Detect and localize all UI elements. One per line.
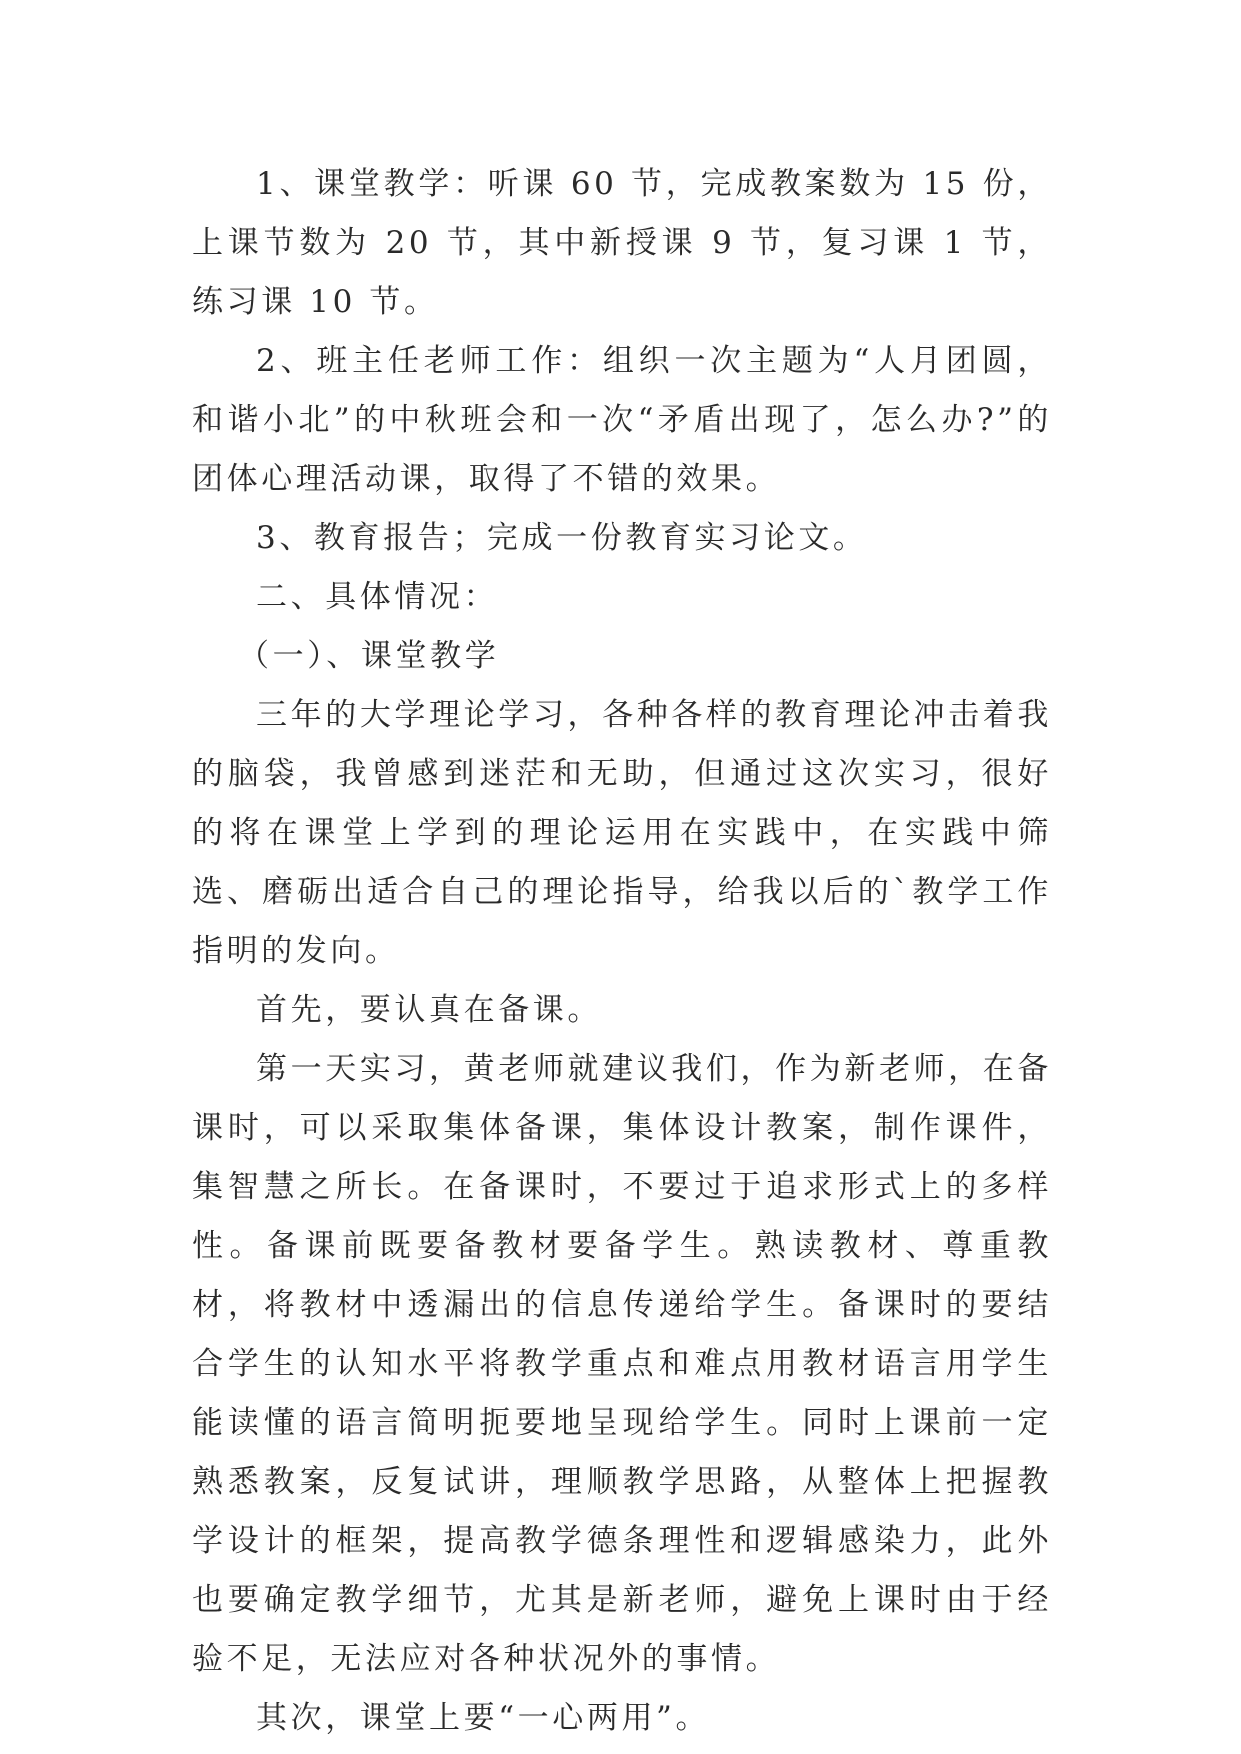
paragraph-classroom-teaching-summary: 1、课堂教学：听课 60 节，完成教案数为 15 份，上课节数为 20 节，其中新授课 9 节，复习课 1 节，练习课 10 节。 — [192, 166, 1052, 320]
subsection-heading-classroom-teaching: （一）、课堂教学 — [238, 638, 500, 674]
paragraph-education-report: 3、教育报告；完成一份教育实习论文。 — [256, 520, 868, 556]
section-heading-details: 二、具体情况： — [256, 579, 499, 615]
paragraph-lesson-preparation-advice: 第一天实习，黄老师就建议我们，作为新老师，在备课时，可以采取集体备课，集体设计教案，制作课件，集智慧之所长。在备课时，不要过于追求形式上的多样性。备课前既要备教材要备学生。熟读教材、尊重教材，将教材中透漏出的信息传递给学生。备课时的要结合学生的认知水平将教学重点和难点用教材语言用学生能读懂的语言简明扼要地呈现给学生。同时上课前一定熟悉教案，反复试讲，理顺教学思路，从整体上把握教学设计的框架，提高教学德条理性和逻辑感染力，此外也要确定教学细节，尤其是新老师，避免上课时由于经验不足，无法应对各种状况外的事情。 — [192, 1051, 1052, 1677]
paragraph-theory-practice: 三年的大学理论学习，各种各样的教育理论冲击着我的脑袋，我曾感到迷茫和无助，但通过这次实习，很好的将在课堂上学到的理论运用在实践中，在实践中筛选、磨砺出适合自己的理论指导，给我以后的`教学工作指明的发向。 — [192, 697, 1052, 969]
paragraph-first-prepare-lessons: 首先，要认真在备课。 — [256, 992, 602, 1028]
document-body — [192, 155, 1052, 1748]
paragraph-second-point: 其次，课堂上要“一心两用”。 — [256, 1700, 711, 1736]
paragraph-class-teacher-work: 2、班主任老师工作：组织一次主题为“人月团圆，和谐小北”的中秋班会和一次“矛盾出现了，怎么办?”的团体心理活动课，取得了不错的效果。 — [192, 343, 1052, 497]
